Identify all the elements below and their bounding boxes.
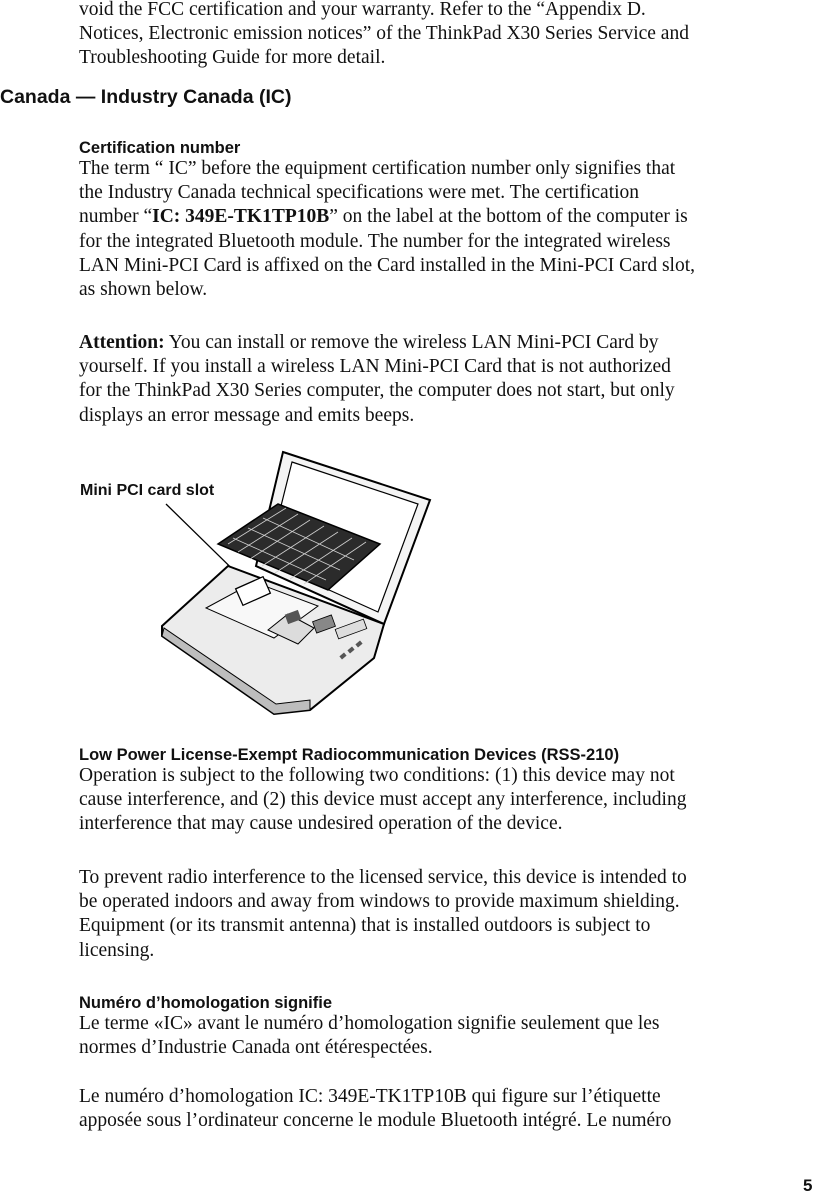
text-line: be operated indoors and away from windows to provide maximum shielding.: [79, 891, 680, 913]
rss210-paragraph-2: [79, 866, 817, 963]
laptop-figure: [78, 448, 438, 716]
rss210-heading: Low Power License-Exempt Radiocommunication Devices (RSS-210): [79, 746, 620, 764]
attention-paragraph: [79, 331, 817, 428]
text-line: To prevent radio interference to the licensed service, this device is intended to: [79, 867, 687, 888]
page-number: 5: [803, 1176, 813, 1195]
text-line: cause interference, and (2) this device must accept any interference, including: [79, 789, 687, 811]
text-line: as shown below.: [79, 279, 208, 301]
text-line: Le numéro d’homologation IC: 349E-TK1TP10B qui figure sur l’étiquette: [79, 1086, 661, 1107]
text-fragment: ” on the label at the bottom of the computer is: [329, 206, 688, 228]
text-line: for the integrated Bluetooth module. The number for the integrated wireless: [79, 230, 671, 252]
text-line: the Industry Canada technical specifications were met. The certification: [79, 182, 640, 204]
text-line: The term “ IC” before the equipment certification number only signifies that: [79, 158, 676, 179]
text-line: yourself. If you install a wireless LAN Mini-PCI Card that is not authorized: [79, 356, 671, 378]
figure-label: Mini PCI card slot: [80, 482, 215, 499]
text-fragment: You can install or remove the wireless LAN Mini-PCI Card by: [164, 332, 659, 353]
text-line: interference that may cause undesired operation of the device.: [79, 813, 563, 835]
certification-section: [79, 139, 817, 302]
text-line: [79, 205, 817, 229]
text-fragment: number “: [79, 206, 153, 228]
ic-code: IC: 349E-TK1TP10B: [152, 206, 330, 228]
french-paragraph-2: [79, 1085, 817, 1133]
text-line: Equipment (or its transmit antenna) that is installed outdoors is subject to: [79, 915, 651, 937]
text-line: licensing.: [79, 939, 155, 961]
text-line: void the FCC certification and your warranty. Refer to the “Appendix D.: [79, 0, 646, 20]
text-line: [79, 331, 817, 355]
text-line: displays an error message and emits beeps.: [79, 404, 415, 426]
section-heading: Canada — Industry Canada (IC): [0, 86, 292, 108]
text-line: Troubleshooting Guide for more detail.: [79, 47, 386, 69]
intro-paragraph: [79, 0, 817, 71]
attention-label: Attention:: [79, 332, 165, 353]
text-line: normes d’Industrie Canada ont étérespectées.: [79, 1037, 433, 1059]
text-line: Notices, Electronic emission notices” of the ThinkPad X30 Series Service and: [79, 23, 689, 45]
text-line: LAN Mini-PCI Card is affixed on the Card installed in the Mini-PCI Card slot,: [79, 254, 695, 276]
rss210-section: [79, 746, 817, 837]
text-line: Le terme «IC» avant le numéro d’homologation signifie seulement que les: [79, 1013, 660, 1034]
french-heading: Numéro d’homologation signifie: [79, 994, 332, 1012]
text-line: apposée sous l’ordinateur concerne le module Bluetooth intégré. Le numéro: [79, 1110, 672, 1132]
french-section: [79, 994, 817, 1060]
text-line: Operation is subject to the following two conditions: (1) this device may not: [79, 765, 675, 786]
text-line: for the ThinkPad X30 Series computer, the computer does not start, but only: [79, 380, 675, 402]
certification-heading: Certification number: [79, 139, 241, 157]
